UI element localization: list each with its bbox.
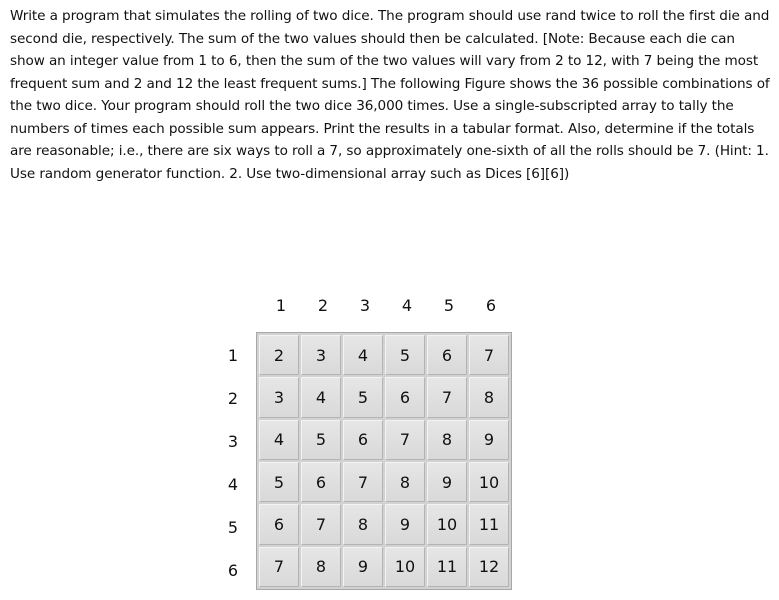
sum-cell: 9 — [343, 547, 383, 587]
sum-cell: 5 — [343, 377, 383, 417]
sum-cell: 10 — [385, 547, 425, 587]
sum-cell: 5 — [301, 420, 341, 460]
sum-cell: 6 — [259, 504, 299, 544]
row-header: 4 — [227, 475, 239, 494]
column-header: 1 — [275, 296, 287, 315]
sum-cell: 9 — [427, 462, 467, 502]
sum-cell: 7 — [427, 377, 467, 417]
row-header: 1 — [227, 346, 239, 365]
sum-cell: 3 — [301, 335, 341, 375]
sum-cell: 4 — [343, 335, 383, 375]
sum-cell: 7 — [343, 462, 383, 502]
sum-cell: 8 — [385, 462, 425, 502]
sum-cell: 8 — [343, 504, 383, 544]
column-header: 3 — [359, 296, 371, 315]
sum-cell: 6 — [427, 335, 467, 375]
sum-cell: 2 — [259, 335, 299, 375]
sum-cell: 5 — [385, 335, 425, 375]
column-header: 6 — [485, 296, 497, 315]
sum-cell: 10 — [427, 504, 467, 544]
row-header: 2 — [227, 389, 239, 408]
sum-cell: 7 — [469, 335, 509, 375]
sum-cell: 12 — [469, 547, 509, 587]
row-header: 3 — [227, 432, 239, 451]
sum-cell: 6 — [385, 377, 425, 417]
column-header: 2 — [317, 296, 329, 315]
sum-cell: 8 — [427, 420, 467, 460]
sum-cell: 8 — [301, 547, 341, 587]
problem-statement: Write a program that simulates the rolling of two dice. The program should use rand twice to roll the first die and second die, respectively. The sum of the two values should then be calculated. [Note: Because each die can show an integer value from 1 to 6, then the sum of the two values will vary from 2 to 12, with 7 being the most frequent sum and 2 and 12 the least frequent sums.] The following Figure shows the 36 possible combinations of the two dice. Your program should roll the two dice 36,000 times. Use a single-subscripted array to tally the numbers of times each possible sum appears. Print the results in a tabular format. Also, determine if the totals are reasonable; i.e., there are six ways to roll a 7, so approximately one-sixth of all the rolls should be 7. (Hint: 1. Use random generator function. 2. Use two-dimensional array such as Dices [6][6]) — [10, 8, 770, 182]
sum-cell: 6 — [343, 420, 383, 460]
sum-cell: 11 — [469, 504, 509, 544]
row-header: 6 — [227, 561, 239, 580]
sum-cell: 11 — [427, 547, 467, 587]
sum-cell: 7 — [259, 547, 299, 587]
sum-cell: 4 — [301, 377, 341, 417]
sum-cell: 9 — [469, 420, 509, 460]
column-header: 4 — [401, 296, 413, 315]
row-header: 5 — [227, 518, 239, 537]
sum-cell: 7 — [385, 420, 425, 460]
column-header: 5 — [443, 296, 455, 315]
column-headers — [260, 296, 512, 315]
sum-cell: 5 — [259, 462, 299, 502]
sum-cell: 4 — [259, 420, 299, 460]
sum-cell: 3 — [259, 377, 299, 417]
dice-sum-figure — [216, 296, 512, 584]
sum-cell: 7 — [301, 504, 341, 544]
sum-cell: 8 — [469, 377, 509, 417]
sum-cell: 6 — [301, 462, 341, 502]
sum-cell: 9 — [385, 504, 425, 544]
sum-cell: 10 — [469, 462, 509, 502]
row-headers — [216, 334, 250, 592]
dice-sum-grid — [256, 332, 512, 590]
